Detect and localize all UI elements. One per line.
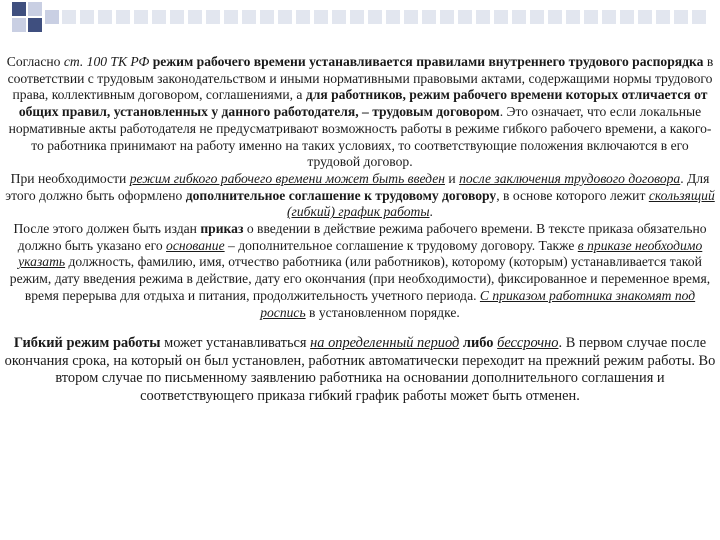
text-span: о введении в действие режима рабочего времени. В тексте приказа обязательно должно быть указано его — [17, 221, 707, 253]
paragraph-legal-basis — [4, 54, 716, 171]
text-span: , в основе которого лежит — [496, 187, 649, 203]
text-span: и — [444, 170, 460, 186]
emphasis-italic-underline: скользящий (гибкий) график работы — [287, 187, 715, 220]
paragraph-order — [4, 221, 716, 321]
header-decoration — [0, 0, 720, 40]
text-span: . Для этого должно быть оформлено — [5, 170, 710, 203]
slide-content — [4, 54, 716, 406]
law-reference: ст. 100 ТК РФ — [63, 54, 150, 69]
text-span: в установленном порядке. — [305, 304, 460, 320]
text-span: При необходимости — [10, 170, 130, 186]
emphasis-italic-underline: основание — [166, 237, 225, 253]
emphasis-italic-underline: С приказом работника знакомят под роспись — [260, 287, 696, 320]
text-span: . В первом случае после окончания срока, на который он был установлен, работник автоматически переходит на прежний режим работы. Во втором случае по письменному заявлению работника на основании дополнительного соглашения и соответствующего приказа гибкий график работы может быть отменен. — [4, 335, 716, 405]
text-span: – дополнительное соглашение к трудовому договору. Также — [224, 237, 578, 253]
paragraph-flexible-mode — [4, 335, 716, 405]
emphasis-italic-underline: режим гибкого рабочего времени может быть введен — [129, 170, 445, 186]
emphasis-italic-underline: после заключения трудового договора — [459, 170, 681, 186]
decor-stripe — [62, 10, 706, 24]
emphasis-italic-underline: в приказе необходимо указать — [18, 237, 703, 270]
decor-square — [28, 18, 42, 32]
emphasis-bold: дополнительное соглашение к трудовому договору — [185, 187, 497, 203]
decor-square — [12, 2, 26, 16]
emphasis-bold: для работников, режим рабочего времени которых отличается от общих правил, установленных у данного работодателя, – трудовым договором — [18, 87, 708, 120]
decor-square — [45, 10, 59, 24]
text-span: После этого должен быть издан — [13, 221, 201, 237]
text-span: . Это означает, что если локальные нормативные акты работодателя не предусматривают возможность работы в режиме гибкого рабочего времени, а какого-то работника принимают на работу именно на таких условиях, то соответствующие положения включаются в его трудовой договор. — [8, 104, 712, 170]
emphasis-italic-underline: бессрочно — [497, 335, 559, 352]
text-span: может устанавливаться — [160, 335, 311, 352]
emphasis-bold: приказ — [200, 221, 244, 237]
emphasis-bold: Гибкий режим работы — [13, 335, 161, 352]
text-span: Согласно — [6, 54, 64, 69]
text-span: должность, фамилию, имя, отчество работника (или работников), которому (которым) устанавливается такой режим, дату введения режима в действие, дату его окончания (при необходимости), фиксированное и переменное время, время перерыва для отдыха и питания, продолжительность учетного периода. — [9, 254, 711, 303]
paragraph-introduction — [4, 171, 716, 221]
emphasis-bold: режим рабочего времени устанавливается правилами внутреннего трудового распорядка — [152, 54, 704, 69]
emphasis-bold: либо — [462, 335, 494, 352]
text-span: . — [429, 204, 433, 220]
decor-square — [28, 2, 42, 16]
emphasis-italic-underline: на определенный период — [310, 335, 460, 352]
text-span: в соответствии с трудовым законодательством и иными нормативными правовыми актами, содержащими нормы трудового права, коллективным договором, соглашениями, а — [7, 54, 714, 103]
decor-square — [12, 18, 26, 32]
